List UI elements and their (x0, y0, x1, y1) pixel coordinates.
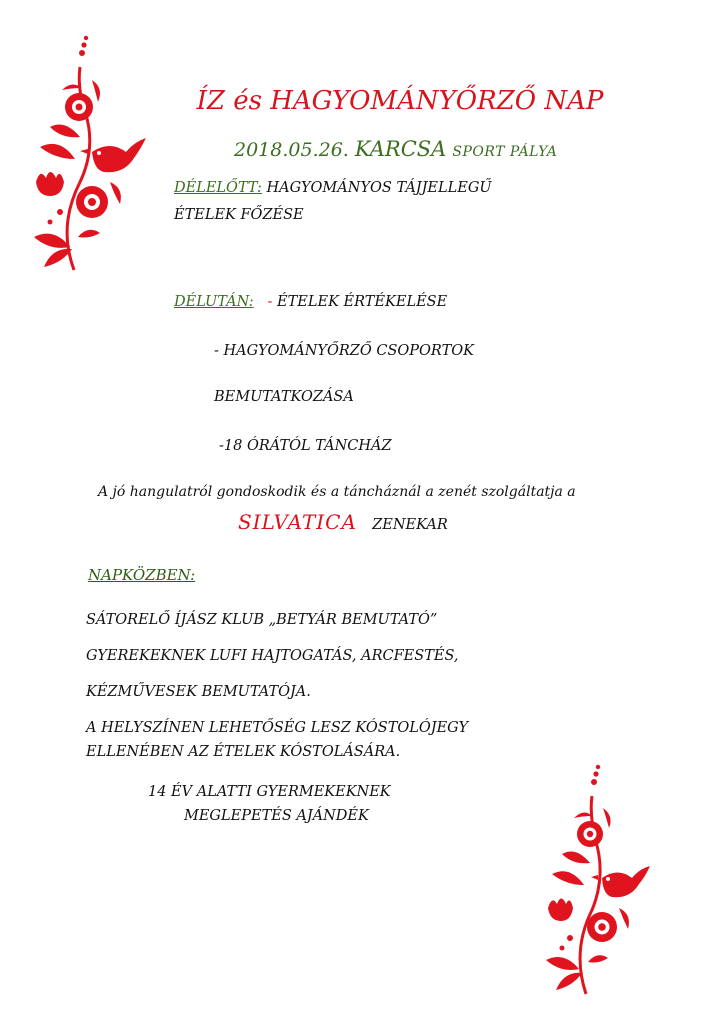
afternoon-item-3: -18 ÓRÁTÓL TÁNCHÁZ (219, 438, 392, 454)
event-date: 2018.05.26. (234, 139, 349, 161)
page-title: ÍZ és HAGYOMÁNYŐRZŐ NAP (196, 86, 604, 116)
music-sentence: A jó hangulatról gondoskodik és a táncháznál a zenét szolgáltatja a (98, 484, 576, 500)
gift-line-2: MEGLEPETÉS AJÁNDÉK (184, 808, 369, 824)
daytime-line-2: GYEREKEKNEK LUFI HAJTOGATÁS, ARCFESTÉS, (86, 648, 459, 664)
folk-flower-ornament-top-left-icon (30, 32, 150, 277)
afternoon-dash: - (267, 294, 273, 310)
daytime-label: NAPKÖZBEN: (88, 566, 196, 584)
morning-text-1: HAGYOMÁNYOS TÁJJELLEGŰ (266, 180, 492, 196)
afternoon-item-2b: BEMUTATKOZÁSA (214, 389, 354, 405)
event-venue: SPORT PÁLYA (452, 144, 558, 160)
daytime-line-1: SÁTORELŐ ÍJÁSZ KLUB „BETYÁR BEMUTATÓ” (86, 612, 438, 628)
afternoon-line-1 (174, 294, 447, 310)
daytime-line-4: A HELYSZÍNEN LEHETŐSÉG LESZ KÓSTOLÓJEGY (86, 720, 469, 736)
morning-line-1 (174, 180, 492, 196)
morning-label: DÉLELŐTT: (174, 180, 262, 196)
band-suffix: ZENEKAR (372, 517, 448, 533)
music-band-line (238, 510, 448, 534)
gift-line-1: 14 ÉV ALATTI GYERMEKEKNEK (148, 784, 391, 800)
afternoon-item-1: ÉTELEK ÉRTÉKELÉSE (277, 294, 448, 310)
daytime-line-3: KÉZMŰVESEK BEMUTATÓJA. (86, 684, 311, 700)
folk-flower-ornament-bottom-right-icon (540, 762, 650, 1002)
event-place: KARCSA (354, 137, 447, 161)
morning-line-2: ÉTELEK FŐZÉSE (174, 207, 304, 223)
band-name: SILVATICA (238, 510, 357, 534)
event-info (234, 137, 557, 161)
afternoon-item-2: - HAGYOMÁNYŐRZŐ CSOPORTOK (214, 343, 474, 359)
daytime-line-5: ELLENÉBEN AZ ÉTELEK KÓSTOLÁSÁRA. (86, 744, 401, 760)
afternoon-label: DÉLUTÁN: (174, 294, 254, 310)
